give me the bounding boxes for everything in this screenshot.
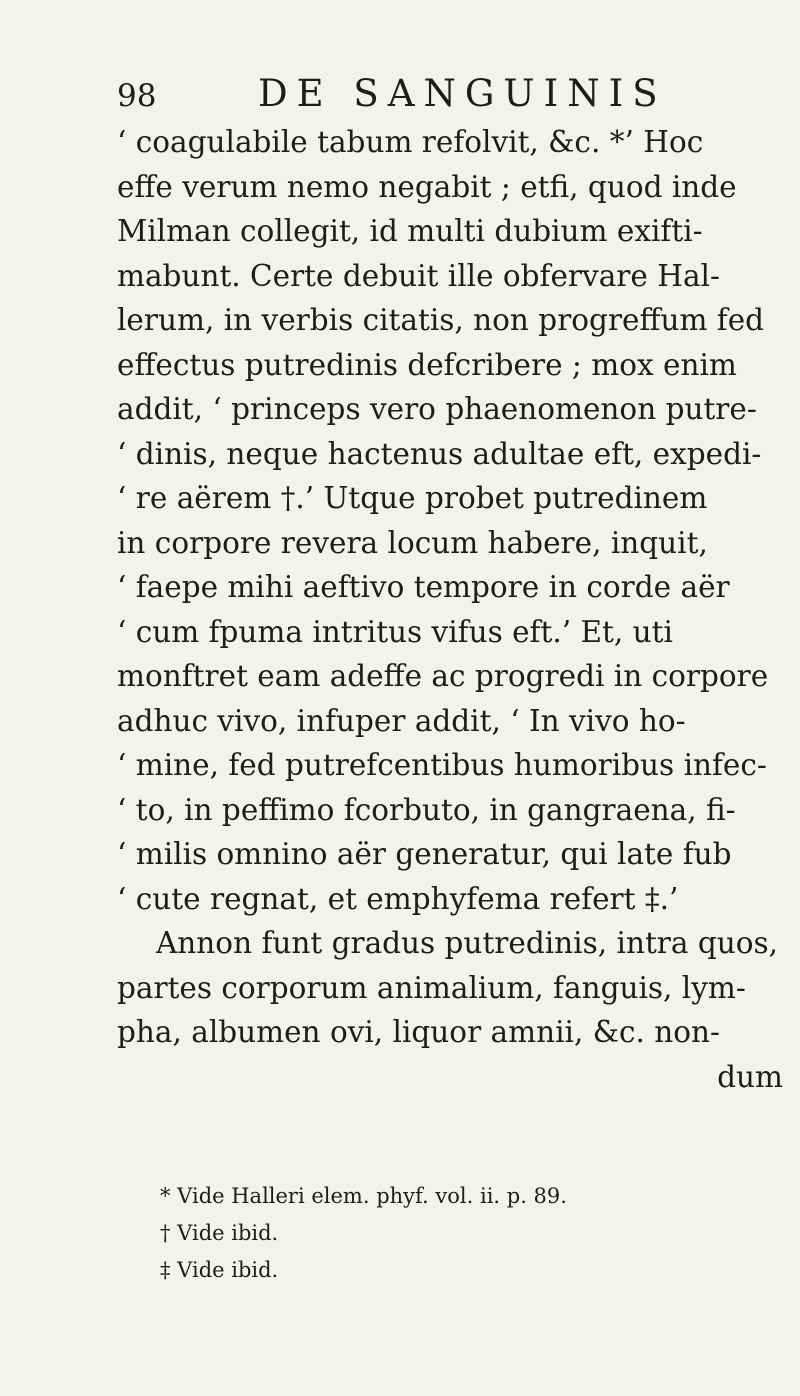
page-number: 98 xyxy=(117,78,157,114)
footnotes xyxy=(160,1178,780,1289)
text-line: mabunt. Certe debuit ille obfervare Hal- xyxy=(117,258,720,293)
text-line: effectus putredinis defcribere ; mox enim xyxy=(117,347,737,382)
footnote: * Vide Halleri elem. phyf. vol. ii. p. 89. xyxy=(160,1184,567,1208)
body-text xyxy=(117,120,783,1099)
catchword: dum xyxy=(717,1059,783,1094)
text-line: ‘ cute regnat, et emphyfema refert ‡.’ xyxy=(117,881,679,916)
text-line: ‘ cum fpuma intritus vifus eft.’ Et, uti xyxy=(117,614,673,649)
text-line: ‘ milis omnino aër generatur, qui late fub xyxy=(117,837,732,871)
text-line: monftret eam adeffe ac progredi in corpore xyxy=(117,659,769,693)
text-line: addit, ‘ princeps vero phaenomenon putre- xyxy=(117,392,757,426)
text-line: ‘ coagulabile tabum refolvit, &c. *’ Hoc xyxy=(117,125,704,159)
text-line: partes corporum animalium, fanguis, lym- xyxy=(117,970,746,1005)
text-line: Milman collegit, id multi dubium exifti- xyxy=(117,214,703,248)
text-line: ‘ dinis, neque hactenus adultae eft, expedi- xyxy=(117,436,762,471)
text-line: ‘ mine, fed putrefcentibus humoribus infec- xyxy=(117,748,767,782)
text-line: adhuc vivo, infuper addit, ‘ In vivo ho- xyxy=(117,703,686,738)
text-line: ‘ faepe mihi aeftivo tempore in corde aër xyxy=(117,570,730,604)
text-line: pha, albumen ovi, liquor amnii, &c. non- xyxy=(117,1015,720,1049)
text-line: ‘ to, in peffimo fcorbuto, in gangraena, fi- xyxy=(117,792,736,827)
running-title: DE SANGUINIS xyxy=(258,72,667,115)
text-line: lerum, in verbis citatis, non progreffum fed xyxy=(117,303,765,337)
text-line: Annon funt gradus putredinis, intra quos, xyxy=(156,926,779,960)
text-line: in corpore revera locum habere, inquit, xyxy=(117,525,708,560)
footnote: † Vide ibid. xyxy=(160,1221,279,1245)
page-header xyxy=(0,72,800,122)
text-line: ‘ re aërem †.’ Utque probet putredinem xyxy=(117,481,708,515)
footnote: ‡ Vide ibid. xyxy=(160,1258,279,1282)
text-line: effe verum nemo negabit ; etfi, quod inde xyxy=(117,169,737,204)
